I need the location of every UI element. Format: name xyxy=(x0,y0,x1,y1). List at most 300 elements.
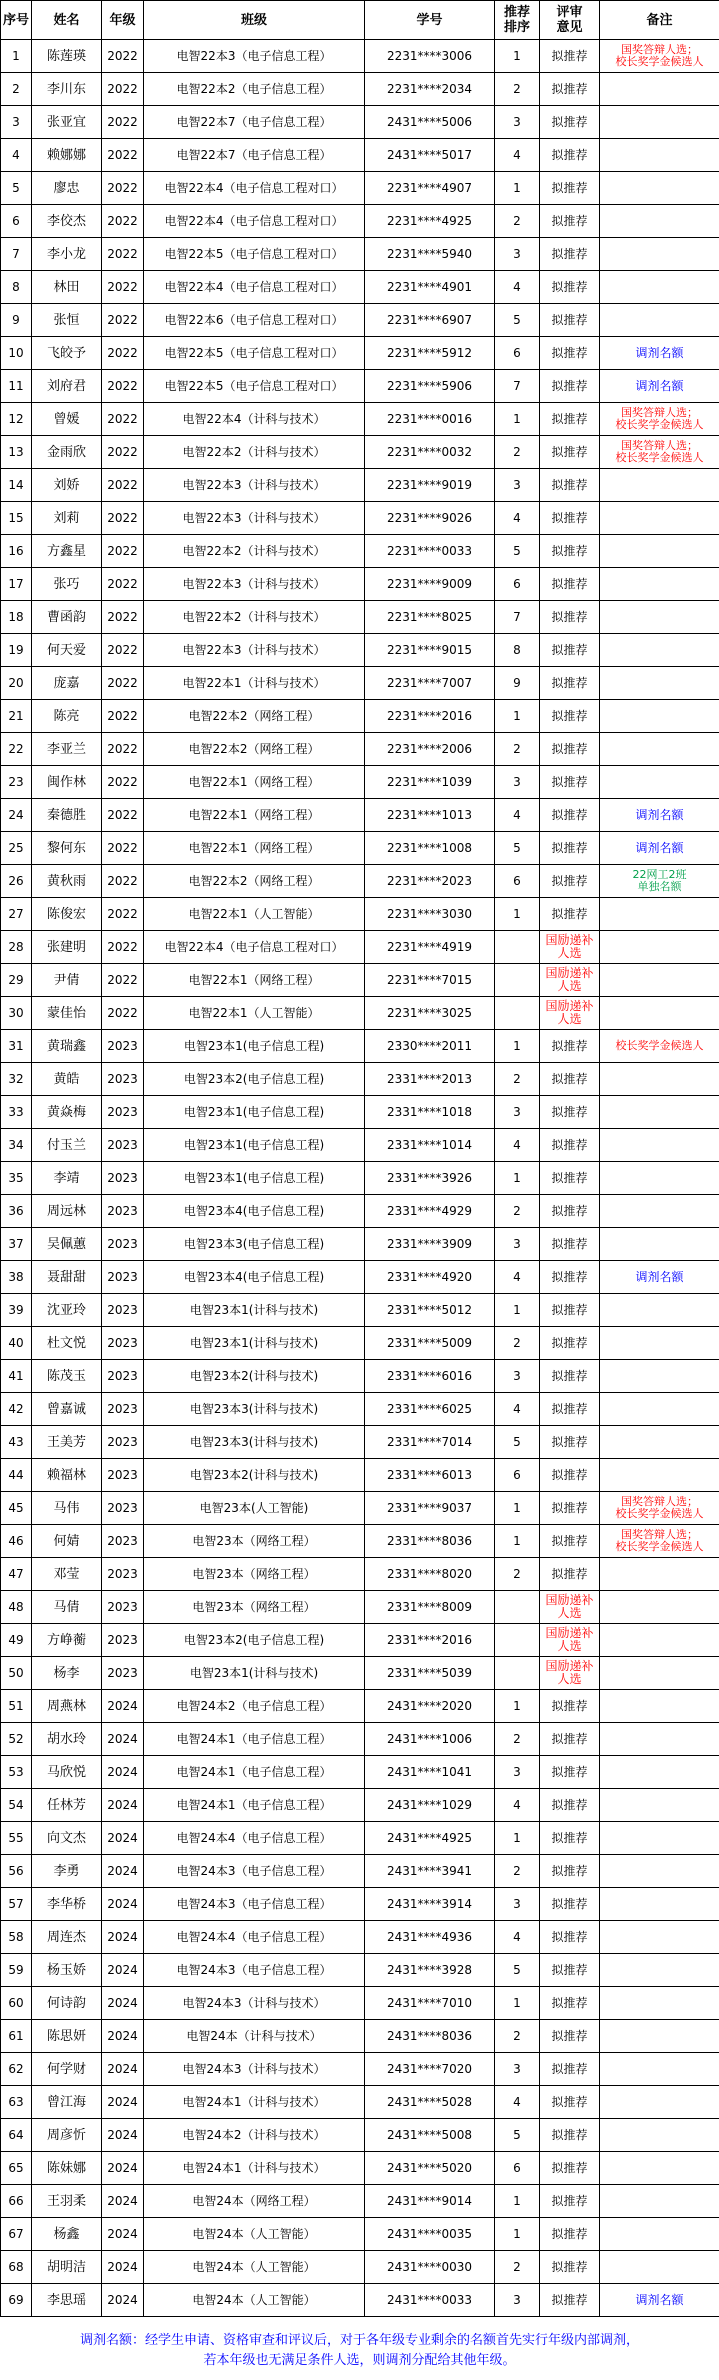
remark-cell xyxy=(600,1987,719,2020)
grade-cell: 2022 xyxy=(102,271,144,304)
rank-cell: 1 xyxy=(495,1690,540,1723)
table-row xyxy=(1,1129,719,1162)
opinion-cell: 拟推荐 xyxy=(540,238,600,271)
remark-cell: 调剂名额 xyxy=(600,370,719,403)
grade-cell: 2022 xyxy=(102,238,144,271)
student-name-cell: 黄秋雨 xyxy=(32,865,102,898)
student-name-cell: 陈俊宏 xyxy=(32,898,102,931)
student-id-cell: 2231****7007 xyxy=(365,667,495,700)
class-name-cell: 电智24本1（计科与技术） xyxy=(144,2086,365,2119)
row-index-cell: 14 xyxy=(1,469,32,502)
row-index-cell: 63 xyxy=(1,2086,32,2119)
grade-cell: 2024 xyxy=(102,2086,144,2119)
class-name-cell: 电智23本3(电子信息工程) xyxy=(144,1228,365,1261)
opinion-cell: 拟推荐 xyxy=(540,2218,600,2251)
student-name-cell: 向文杰 xyxy=(32,1822,102,1855)
table-row xyxy=(1,1426,719,1459)
opinion-cell: 国励递补人选 xyxy=(540,1624,600,1657)
grade-cell: 2024 xyxy=(102,1954,144,1987)
rank-cell: 1 xyxy=(495,1294,540,1327)
row-index-cell: 65 xyxy=(1,2152,32,2185)
grade-cell: 2023 xyxy=(102,1459,144,1492)
grade-cell: 2022 xyxy=(102,205,144,238)
remark-cell: 调剂名额 xyxy=(600,832,719,865)
student-id-cell: 2431****4925 xyxy=(365,1822,495,1855)
student-id-cell: 2231****4925 xyxy=(365,205,495,238)
student-id-cell: 2431****1029 xyxy=(365,1789,495,1822)
student-id-cell: 2231****4901 xyxy=(365,271,495,304)
student-name-cell: 林田 xyxy=(32,271,102,304)
opinion-cell: 拟推荐 xyxy=(540,667,600,700)
class-name-cell: 电智22本7（电子信息工程） xyxy=(144,106,365,139)
rank-cell xyxy=(495,931,540,964)
student-name-cell: 胡水玲 xyxy=(32,1723,102,1756)
remark-cell xyxy=(600,1723,719,1756)
student-id-cell: 2231****1013 xyxy=(365,799,495,832)
class-name-cell: 电智22本3（计科与技术） xyxy=(144,634,365,667)
student-name-cell: 张亚宜 xyxy=(32,106,102,139)
row-index-cell: 47 xyxy=(1,1558,32,1591)
rank-cell: 3 xyxy=(495,1228,540,1261)
student-name-cell: 蒙佳怡 xyxy=(32,997,102,1030)
rank-cell: 2 xyxy=(495,1855,540,1888)
rank-cell: 6 xyxy=(495,1459,540,1492)
grade-cell: 2024 xyxy=(102,2185,144,2218)
row-index-cell: 32 xyxy=(1,1063,32,1096)
table-row xyxy=(1,1030,719,1063)
opinion-cell: 拟推荐 xyxy=(540,1195,600,1228)
class-name-cell: 电智23本（网络工程） xyxy=(144,1591,365,1624)
student-name-cell: 何诗韵 xyxy=(32,1987,102,2020)
remark-cell xyxy=(600,931,719,964)
remark-cell xyxy=(600,139,719,172)
grade-cell: 2022 xyxy=(102,634,144,667)
row-index-cell: 25 xyxy=(1,832,32,865)
rank-cell xyxy=(495,1657,540,1690)
opinion-cell: 拟推荐 xyxy=(540,337,600,370)
remark-cell xyxy=(600,1360,719,1393)
rank-cell: 2 xyxy=(495,1195,540,1228)
rank-cell: 2 xyxy=(495,733,540,766)
student-name-cell: 周连杰 xyxy=(32,1921,102,1954)
student-id-cell: 2331****9037 xyxy=(365,1492,495,1525)
row-index-cell: 30 xyxy=(1,997,32,1030)
remark-cell xyxy=(600,1063,719,1096)
student-name-cell: 付玉兰 xyxy=(32,1129,102,1162)
remark-cell xyxy=(600,601,719,634)
student-name-cell: 秦德胜 xyxy=(32,799,102,832)
student-id-cell: 2231****2006 xyxy=(365,733,495,766)
remark-cell xyxy=(600,1855,719,1888)
row-index-cell: 57 xyxy=(1,1888,32,1921)
table-row xyxy=(1,1822,719,1855)
remark-cell xyxy=(600,766,719,799)
row-index-cell: 42 xyxy=(1,1393,32,1426)
student-name-cell: 杨鑫 xyxy=(32,2218,102,2251)
row-index-cell: 17 xyxy=(1,568,32,601)
class-name-cell: 电智22本3（电子信息工程） xyxy=(144,40,365,73)
student-name-cell: 李思瑶 xyxy=(32,2284,102,2317)
class-name-cell: 电智22本2（计科与技术） xyxy=(144,436,365,469)
header-grade: 年级 xyxy=(102,1,144,40)
table-row xyxy=(1,1096,719,1129)
table-row xyxy=(1,2284,719,2317)
student-name-cell: 黄瑞鑫 xyxy=(32,1030,102,1063)
remark-cell xyxy=(600,568,719,601)
opinion-cell: 拟推荐 xyxy=(540,1888,600,1921)
opinion-cell: 拟推荐 xyxy=(540,502,600,535)
grade-cell: 2022 xyxy=(102,436,144,469)
table-row xyxy=(1,997,719,1030)
student-name-cell: 何天爱 xyxy=(32,634,102,667)
remark-cell xyxy=(600,2185,719,2218)
rank-cell: 2 xyxy=(495,436,540,469)
class-name-cell: 电智22本2（计科与技术） xyxy=(144,535,365,568)
student-id-cell: 2331****3926 xyxy=(365,1162,495,1195)
row-index-cell: 60 xyxy=(1,1987,32,2020)
remark-cell: 调剂名额 xyxy=(600,2284,719,2317)
table-row xyxy=(1,205,719,238)
student-name-cell: 杜文悦 xyxy=(32,1327,102,1360)
student-id-cell: 2231****3006 xyxy=(365,40,495,73)
student-name-cell: 李勇 xyxy=(32,1855,102,1888)
row-index-cell: 5 xyxy=(1,172,32,205)
student-id-cell: 2331****6013 xyxy=(365,1459,495,1492)
remark-cell xyxy=(600,1690,719,1723)
remark-cell xyxy=(600,733,719,766)
remark-cell xyxy=(600,1756,719,1789)
row-index-cell: 20 xyxy=(1,667,32,700)
student-id-cell: 2331****3909 xyxy=(365,1228,495,1261)
student-id-cell: 2431****1041 xyxy=(365,1756,495,1789)
student-id-cell: 2231****5940 xyxy=(365,238,495,271)
row-index-cell: 54 xyxy=(1,1789,32,1822)
student-name-cell: 张巧 xyxy=(32,568,102,601)
student-id-cell: 2331****2013 xyxy=(365,1063,495,1096)
student-name-cell: 马欣悦 xyxy=(32,1756,102,1789)
opinion-cell: 拟推荐 xyxy=(540,1723,600,1756)
remark-cell xyxy=(600,1162,719,1195)
row-index-cell: 55 xyxy=(1,1822,32,1855)
student-id-cell: 2231****4919 xyxy=(365,931,495,964)
row-index-cell: 29 xyxy=(1,964,32,997)
rank-cell: 4 xyxy=(495,2086,540,2119)
table-row xyxy=(1,106,719,139)
student-name-cell: 尹倩 xyxy=(32,964,102,997)
rank-cell: 1 xyxy=(495,172,540,205)
class-name-cell: 电智22本1（计科与技术） xyxy=(144,667,365,700)
row-index-cell: 13 xyxy=(1,436,32,469)
row-index-cell: 16 xyxy=(1,535,32,568)
student-name-cell: 王羽柔 xyxy=(32,2185,102,2218)
table-row xyxy=(1,1195,719,1228)
rank-cell: 3 xyxy=(495,766,540,799)
table-row xyxy=(1,469,719,502)
student-name-cell: 李华桥 xyxy=(32,1888,102,1921)
student-id-cell: 2431****3914 xyxy=(365,1888,495,1921)
student-id-cell: 2331****5039 xyxy=(365,1657,495,1690)
row-index-cell: 56 xyxy=(1,1855,32,1888)
student-name-cell: 方峥蘅 xyxy=(32,1624,102,1657)
student-id-cell: 2431****0030 xyxy=(365,2251,495,2284)
student-name-cell: 方鑫星 xyxy=(32,535,102,568)
row-index-cell: 35 xyxy=(1,1162,32,1195)
student-name-cell: 黄焱梅 xyxy=(32,1096,102,1129)
opinion-cell: 拟推荐 xyxy=(540,172,600,205)
rank-cell: 3 xyxy=(495,238,540,271)
row-index-cell: 2 xyxy=(1,73,32,106)
table-row xyxy=(1,865,719,898)
rank-cell: 2 xyxy=(495,73,540,106)
class-name-cell: 电智22本4（电子信息工程对口） xyxy=(144,172,365,205)
row-index-cell: 58 xyxy=(1,1921,32,1954)
class-name-cell: 电智23本2(电子信息工程) xyxy=(144,1624,365,1657)
table-row xyxy=(1,2152,719,2185)
class-name-cell: 电智24本（人工智能） xyxy=(144,2218,365,2251)
rank-cell: 4 xyxy=(495,1261,540,1294)
opinion-cell: 拟推荐 xyxy=(540,601,600,634)
student-id-cell: 2231****4907 xyxy=(365,172,495,205)
student-name-cell: 沈亚玲 xyxy=(32,1294,102,1327)
student-id-cell: 2231****2023 xyxy=(365,865,495,898)
opinion-cell: 拟推荐 xyxy=(540,535,600,568)
student-id-cell: 2431****2020 xyxy=(365,1690,495,1723)
student-id-cell: 2231****0032 xyxy=(365,436,495,469)
row-index-cell: 64 xyxy=(1,2119,32,2152)
class-name-cell: 电智23本2(电子信息工程) xyxy=(144,1063,365,1096)
table-row xyxy=(1,931,719,964)
student-name-cell: 黄皓 xyxy=(32,1063,102,1096)
opinion-cell: 拟推荐 xyxy=(540,436,600,469)
table-row xyxy=(1,2218,719,2251)
remark-cell xyxy=(600,1195,719,1228)
class-name-cell: 电智23本2(计科与技术) xyxy=(144,1459,365,1492)
grade-cell: 2024 xyxy=(102,1921,144,1954)
row-index-cell: 7 xyxy=(1,238,32,271)
student-name-cell: 廖忠 xyxy=(32,172,102,205)
student-name-cell: 张恒 xyxy=(32,304,102,337)
student-name-cell: 陈茂玉 xyxy=(32,1360,102,1393)
class-name-cell: 电智24本1（电子信息工程） xyxy=(144,1756,365,1789)
student-id-cell: 2331****1014 xyxy=(365,1129,495,1162)
table-row xyxy=(1,700,719,733)
remark-cell xyxy=(600,1954,719,1987)
rank-cell: 1 xyxy=(495,1822,540,1855)
row-index-cell: 4 xyxy=(1,139,32,172)
grade-cell: 2023 xyxy=(102,1162,144,1195)
row-index-cell: 3 xyxy=(1,106,32,139)
student-id-cell: 2231****9015 xyxy=(365,634,495,667)
grade-cell: 2024 xyxy=(102,2020,144,2053)
opinion-cell: 拟推荐 xyxy=(540,1327,600,1360)
rank-cell: 6 xyxy=(495,2152,540,2185)
row-index-cell: 59 xyxy=(1,1954,32,1987)
student-id-cell: 2431****1006 xyxy=(365,1723,495,1756)
remark-cell xyxy=(600,271,719,304)
student-id-cell: 2431****3941 xyxy=(365,1855,495,1888)
class-name-cell: 电智22本4（电子信息工程对口） xyxy=(144,271,365,304)
opinion-cell: 拟推荐 xyxy=(540,2284,600,2317)
class-name-cell: 电智24本2（计科与技术） xyxy=(144,2119,365,2152)
grade-cell: 2022 xyxy=(102,733,144,766)
grade-cell: 2023 xyxy=(102,1492,144,1525)
student-id-cell: 2330****2011 xyxy=(365,1030,495,1063)
row-index-cell: 19 xyxy=(1,634,32,667)
opinion-cell: 拟推荐 xyxy=(540,568,600,601)
student-name-cell: 马倩 xyxy=(32,1591,102,1624)
grade-cell: 2022 xyxy=(102,568,144,601)
opinion-cell: 拟推荐 xyxy=(540,2020,600,2053)
rank-cell: 1 xyxy=(495,1030,540,1063)
class-name-cell: 电智23本（网络工程） xyxy=(144,1525,365,1558)
opinion-cell: 拟推荐 xyxy=(540,1921,600,1954)
table-row xyxy=(1,1228,719,1261)
row-index-cell: 34 xyxy=(1,1129,32,1162)
rank-cell: 5 xyxy=(495,535,540,568)
grade-cell: 2022 xyxy=(102,106,144,139)
grade-cell: 2024 xyxy=(102,2152,144,2185)
student-id-cell: 2331****5012 xyxy=(365,1294,495,1327)
student-id-cell: 2431****5020 xyxy=(365,2152,495,2185)
student-id-cell: 2331****4929 xyxy=(365,1195,495,1228)
grade-cell: 2022 xyxy=(102,997,144,1030)
grade-cell: 2022 xyxy=(102,304,144,337)
opinion-cell: 拟推荐 xyxy=(540,271,600,304)
student-id-cell: 2231****2016 xyxy=(365,700,495,733)
rank-cell: 3 xyxy=(495,2053,540,2086)
table-row xyxy=(1,1063,719,1096)
opinion-cell: 拟推荐 xyxy=(540,1096,600,1129)
rank-cell: 1 xyxy=(495,40,540,73)
rank-cell xyxy=(495,1591,540,1624)
grade-cell: 2022 xyxy=(102,403,144,436)
rank-cell: 2 xyxy=(495,1327,540,1360)
student-name-cell: 曹函韵 xyxy=(32,601,102,634)
remark-cell xyxy=(600,1591,719,1624)
row-index-cell: 1 xyxy=(1,40,32,73)
remark-cell xyxy=(600,2251,719,2284)
remark-cell xyxy=(600,700,719,733)
opinion-cell: 拟推荐 xyxy=(540,634,600,667)
class-name-cell: 电智23本（网络工程） xyxy=(144,1558,365,1591)
remark-cell xyxy=(600,2119,719,2152)
rank-cell: 4 xyxy=(495,502,540,535)
table-row xyxy=(1,1954,719,1987)
grade-cell: 2022 xyxy=(102,139,144,172)
grade-cell: 2024 xyxy=(102,2119,144,2152)
remark-cell: 国奖答辩人选； 校长奖学金候选人 xyxy=(600,1525,719,1558)
rank-cell: 1 xyxy=(495,1525,540,1558)
header-name: 姓名 xyxy=(32,1,102,40)
grade-cell: 2023 xyxy=(102,1228,144,1261)
grade-cell: 2023 xyxy=(102,1525,144,1558)
class-name-cell: 电智23本1(计科与技术) xyxy=(144,1657,365,1690)
opinion-cell: 拟推荐 xyxy=(540,865,600,898)
class-name-cell: 电智23本3(计科与技术) xyxy=(144,1426,365,1459)
row-index-cell: 51 xyxy=(1,1690,32,1723)
rank-cell: 5 xyxy=(495,304,540,337)
student-id-cell: 2431****5017 xyxy=(365,139,495,172)
student-id-cell: 2231****0033 xyxy=(365,535,495,568)
student-name-cell: 陈妹娜 xyxy=(32,2152,102,2185)
remark-cell: 调剂名额 xyxy=(600,1261,719,1294)
opinion-cell: 拟推荐 xyxy=(540,1459,600,1492)
row-index-cell: 52 xyxy=(1,1723,32,1756)
opinion-cell: 拟推荐 xyxy=(540,1987,600,2020)
table-row xyxy=(1,172,719,205)
opinion-cell: 拟推荐 xyxy=(540,1492,600,1525)
grade-cell: 2022 xyxy=(102,832,144,865)
student-name-cell: 赖福林 xyxy=(32,1459,102,1492)
opinion-cell: 国励递补人选 xyxy=(540,1657,600,1690)
opinion-cell: 拟推荐 xyxy=(540,1063,600,1096)
table-row xyxy=(1,2053,719,2086)
grade-cell: 2022 xyxy=(102,535,144,568)
class-name-cell: 电智24本3（电子信息工程） xyxy=(144,1888,365,1921)
table-row xyxy=(1,535,719,568)
header-opinion: 评审 意见 xyxy=(540,1,600,40)
grade-cell: 2022 xyxy=(102,370,144,403)
remark-cell xyxy=(600,997,719,1030)
header-class: 班级 xyxy=(144,1,365,40)
grade-cell: 2023 xyxy=(102,1261,144,1294)
header-index: 序号 xyxy=(1,1,32,40)
student-id-cell: 2231****7015 xyxy=(365,964,495,997)
student-name-cell: 陈莲瑛 xyxy=(32,40,102,73)
rank-cell: 7 xyxy=(495,370,540,403)
row-index-cell: 11 xyxy=(1,370,32,403)
table-row xyxy=(1,271,719,304)
student-id-cell: 2231****3025 xyxy=(365,997,495,1030)
grade-cell: 2024 xyxy=(102,1888,144,1921)
table-row xyxy=(1,436,719,469)
student-name-cell: 飞皎予 xyxy=(32,337,102,370)
rank-cell: 1 xyxy=(495,898,540,931)
class-name-cell: 电智24本（人工智能） xyxy=(144,2251,365,2284)
table-row xyxy=(1,1591,719,1624)
table-row xyxy=(1,1690,719,1723)
student-name-cell: 刘娇 xyxy=(32,469,102,502)
student-id-cell: 2231****8025 xyxy=(365,601,495,634)
rank-cell: 6 xyxy=(495,337,540,370)
remark-cell xyxy=(600,1624,719,1657)
student-id-cell: 2331****1018 xyxy=(365,1096,495,1129)
header-rank: 推荐 排序 xyxy=(495,1,540,40)
opinion-cell: 国励递补人选 xyxy=(540,997,600,1030)
student-name-cell: 庞嘉 xyxy=(32,667,102,700)
grade-cell: 2022 xyxy=(102,898,144,931)
row-index-cell: 9 xyxy=(1,304,32,337)
student-name-cell: 杨李 xyxy=(32,1657,102,1690)
class-name-cell: 电智24本3（计科与技术） xyxy=(144,2053,365,2086)
remark-cell xyxy=(600,469,719,502)
rank-cell: 3 xyxy=(495,106,540,139)
student-name-cell: 何婧 xyxy=(32,1525,102,1558)
remark-cell xyxy=(600,2020,719,2053)
student-name-cell: 闽作林 xyxy=(32,766,102,799)
student-name-cell: 马伟 xyxy=(32,1492,102,1525)
table-row xyxy=(1,1459,719,1492)
rank-cell: 6 xyxy=(495,865,540,898)
student-id-cell: 2431****0033 xyxy=(365,2284,495,2317)
class-name-cell: 电智23本4(电子信息工程) xyxy=(144,1261,365,1294)
row-index-cell: 66 xyxy=(1,2185,32,2218)
student-id-cell: 2431****5006 xyxy=(365,106,495,139)
opinion-cell: 拟推荐 xyxy=(540,1294,600,1327)
class-name-cell: 电智22本1（网络工程） xyxy=(144,766,365,799)
class-name-cell: 电智22本2（网络工程） xyxy=(144,733,365,766)
student-name-cell: 陈亮 xyxy=(32,700,102,733)
